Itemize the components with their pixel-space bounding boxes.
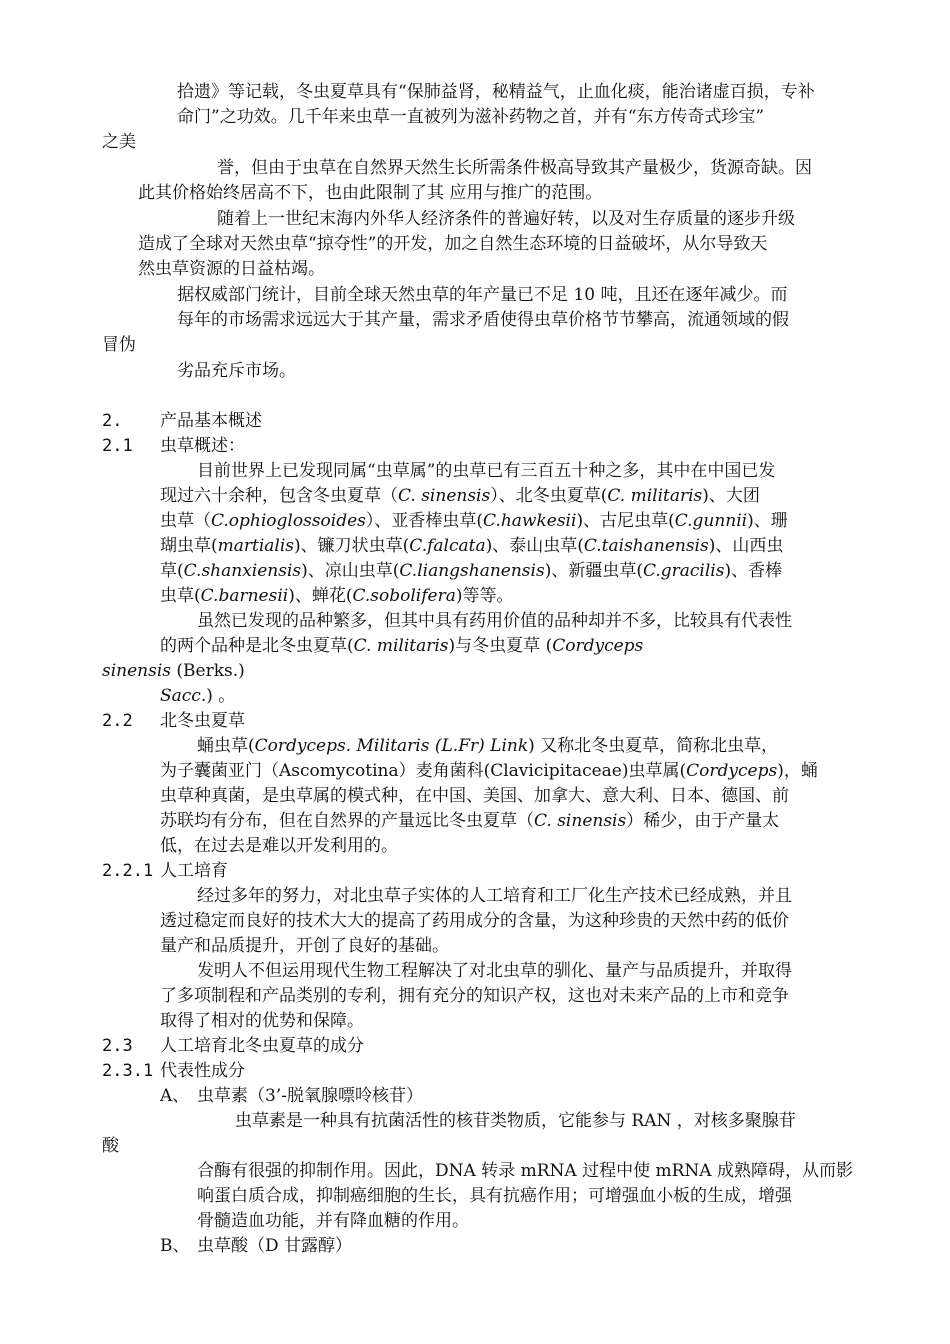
body-line: 响蛋白质合成，抑制癌细胞的生长，具有抗癌作用；可增强血小板的生成，增强: [197, 1186, 792, 1206]
body-line: 取得了相对的优势和保障。: [160, 1011, 364, 1031]
intro-line: 据权威部门统计，目前全球天然虫草的年产量已不足 10 吨，且还在逐年减少。而: [177, 285, 788, 305]
body-line: 虫草(C.barnesii)、蝉花(C.sobolifera)等等。: [160, 586, 514, 606]
section-heading: 产品基本概述: [160, 411, 262, 431]
section-heading: 人工培育北冬虫夏草的成分: [160, 1036, 364, 1056]
body-line: 虫草种真菌，是虫草属的模式种，在中国、美国、加拿大、意大利、日本、德国、前: [160, 786, 789, 806]
body-line: 虫草素是一种具有抗菌活性的核苷类物质，它能参与 RAN ，对核多聚腺苷: [235, 1111, 796, 1131]
body-line: 虫草（C.ophioglossoides）、亚香棒虫草(C.hawkesii)、古尼虫草(C.gunnii)、珊: [160, 511, 788, 531]
body-line: sinensis (Berks.): [102, 661, 245, 681]
intro-line: 造成了全球对天然虫草“掠夺性”的开发，加之自然生态环境的日益破坏，从尔导致天: [138, 234, 768, 254]
list-item-title: 虫草素（3’-脱氧腺嘌呤核苷）: [197, 1086, 423, 1106]
section-heading: 北冬虫夏草: [160, 711, 245, 731]
intro-line: 之美: [102, 132, 136, 152]
body-line: 蛹虫草(Cordyceps. Militaris (L.Fr) Link) 又称北冬虫夏草，简称北虫草，: [197, 736, 779, 756]
section-heading: 人工培育: [160, 861, 228, 881]
body-line: 酸: [102, 1136, 119, 1156]
section-number: 2.2: [102, 711, 133, 731]
body-line: 透过稳定而良好的技术大大的提高了药用成分的含量，为这种珍贵的天然中药的低价: [160, 911, 789, 931]
list-item-title: 虫草酸（D 甘露醇）: [197, 1236, 353, 1256]
body-line: 了多项制程和产品类别的专利，拥有充分的知识产权，这也对未来产品的上市和竞争: [160, 986, 789, 1006]
body-line: 发明人不但运用现代生物工程解决了对北虫草的驯化、量产与品质提升，并取得: [197, 961, 792, 981]
body-line: 低，在过去是难以开发利用的。: [160, 836, 398, 856]
section-number: 2.3.1: [102, 1061, 154, 1081]
intro-line: 拾遗》等记载，冬虫夏草具有“保肺益肾，秘精益气，止血化痰，能治诸虚百损，专补: [177, 82, 815, 102]
section-number: 2.2.1: [102, 861, 154, 881]
intro-line: 命门”之功效。几千年来虫草一直被列为滋补药物之首，并有“东方传奇式珍宝”: [177, 107, 765, 127]
body-line: 瑚虫草(martialis)、镰刀状虫草(C.falcata)、泰山虫草(C.taishanensis)、山西虫: [160, 536, 784, 556]
body-line: 量产和品质提升，开创了良好的基础。: [160, 936, 449, 956]
body-line: 虽然已发现的品种繁多，但其中具有药用价值的品种却并不多，比较具有代表性: [197, 611, 792, 631]
list-label: A、: [160, 1086, 190, 1106]
intro-line: 冒伪: [102, 335, 136, 355]
section-number: 2.3: [102, 1036, 133, 1056]
intro-line: 随着上一世纪末海内外华人经济条件的普遍好转，以及对生存质量的逐步升级: [217, 209, 795, 229]
body-line: 合酶有很强的抑制作用。因此，DNA 转录 mRNA 过程中使 mRNA 成熟障碍，从而影: [197, 1161, 853, 1181]
body-line: 苏联均有分布，但在自然界的产量远比冬虫夏草（C. sinensis）稀少，由于产量太: [160, 811, 780, 831]
intro-line: 此其价格始终居高不下，也由此限制了其 应用与推广的范围。: [138, 183, 603, 203]
intro-line: 劣品充斥市场。: [177, 361, 296, 381]
body-line: 经过多年的努力，对北虫草子实体的人工培育和工厂化生产技术已经成熟，并且: [197, 886, 792, 906]
body-line: Sacc.) 。: [160, 686, 236, 706]
body-line: 目前世界上已发现同属“虫草属”的虫草已有三百五十种之多，其中在中国已发: [197, 461, 776, 481]
section-heading: 虫草概述：: [160, 436, 245, 456]
body-line: 草(C.shanxiensis)、凉山虫草(C.liangshanensis)、新疆虫草(C.gracilis)、香棒: [160, 561, 783, 581]
intro-line: 每年的市场需求远远大于其产量，需求矛盾使得虫草价格节节攀高，流通领域的假: [177, 310, 789, 330]
body-line: 骨髓造血功能，并有降血糖的作用。: [197, 1211, 469, 1231]
body-line: 现过六十余种，包含冬虫夏草（C. sinensis）、北冬虫夏草(C. militaris)、大团: [160, 486, 760, 506]
section-number: 2.: [102, 411, 123, 431]
body-line: 为子囊菌亚门（Ascomycotina）麦角菌科(Clavicipitaceae)虫草属(Cordyceps)，蛹: [160, 761, 818, 781]
section-number: 2.1: [102, 436, 133, 456]
intro-line: 誉，但由于虫草在自然界天然生长所需条件极高导致其产量极少，货源奇缺。因: [217, 158, 812, 178]
intro-line: 然虫草资源的日益枯竭。: [138, 259, 325, 279]
list-label: B、: [160, 1236, 190, 1256]
body-line: 的两个品种是北冬虫夏草(C. militaris)与冬虫夏草 (Cordyceps: [160, 636, 644, 656]
section-heading: 代表性成分: [160, 1061, 245, 1081]
